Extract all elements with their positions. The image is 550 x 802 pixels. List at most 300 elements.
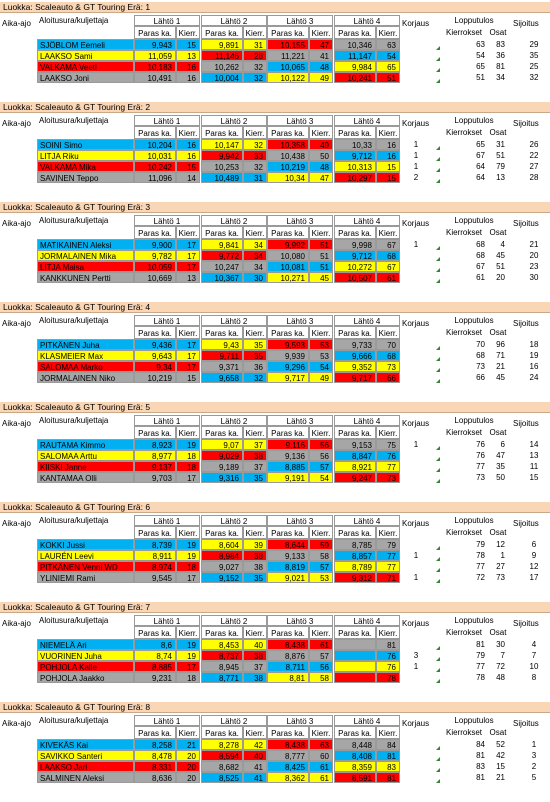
correction-header: Korjaus — [402, 719, 430, 728]
best-lap-time: 11,096 — [134, 172, 176, 183]
placement-value: 25 — [529, 62, 539, 71]
sections-value: 36 — [496, 51, 505, 60]
placement-header: Sijoitus — [513, 19, 539, 28]
total-laps-value: 79 — [476, 651, 485, 660]
total-laps-value: 68 — [476, 351, 485, 360]
correction-value — [402, 772, 430, 783]
lap-count: 17 — [176, 239, 200, 250]
sections-header: Osat — [489, 428, 507, 437]
total-laps-value: 66 — [476, 373, 485, 382]
sections-value: 42 — [496, 751, 505, 760]
lap-count: 79 — [376, 539, 400, 550]
aika-ajo-label: Aika-ajo — [2, 419, 31, 428]
best-lap-header: Paras ka. — [334, 326, 376, 339]
lap-count: 63 — [309, 739, 333, 750]
lap-count: 32 — [243, 72, 267, 83]
best-lap-time: 10,059 — [134, 261, 176, 272]
best-lap-time: 10,122 — [267, 72, 309, 83]
driver-name: SAVINEN Teppo — [37, 172, 134, 183]
best-lap-header: Paras ka. — [201, 126, 243, 139]
lap-count: 77 — [376, 561, 400, 572]
heat-start-header: Lähtö 1 — [134, 15, 200, 26]
placement-value: 29 — [529, 40, 539, 49]
lap-count: 41 — [309, 50, 333, 61]
total-laps-value: 73 — [476, 362, 485, 371]
driver-name: LITJA Maisa — [37, 261, 134, 272]
lap-count: 17 — [176, 339, 200, 350]
heat-start-header: Lähtö 3 — [267, 615, 333, 626]
driver-name: KLASMEIER Max — [37, 350, 134, 361]
laps-header: Kierr. — [243, 226, 267, 239]
best-lap-time: 11,221 — [267, 50, 309, 61]
lap-count: 34 — [243, 261, 267, 272]
best-lap-header: Paras ka. — [267, 426, 309, 439]
best-lap-time: 9,939 — [267, 350, 309, 361]
best-lap-header: Paras ka. — [334, 526, 376, 539]
best-lap-time: 9,029 — [201, 450, 243, 461]
correction-value — [402, 339, 430, 350]
placement-value: 13 — [529, 451, 539, 460]
best-lap-time: 9,841 — [201, 239, 243, 250]
sections-header: Osat — [489, 28, 507, 37]
total-laps-header: Kierrokset — [445, 628, 482, 637]
lap-count: 30 — [243, 272, 267, 283]
final-result-header: Lopputulos — [454, 316, 494, 325]
placement-value: 15 — [529, 473, 539, 482]
comment-marker-icon — [436, 279, 440, 283]
start-lane-driver-header: Aloitusura/kuljettaja — [39, 516, 109, 525]
best-lap-time: 8,984 — [201, 550, 243, 561]
final-result-header: Lopputulos — [454, 516, 494, 525]
best-lap-time: 8,594 — [201, 750, 243, 761]
best-lap-time: 9,152 — [201, 572, 243, 583]
sections-value: 15 — [496, 762, 505, 771]
aika-ajo-label: Aika-ajo — [2, 719, 31, 728]
best-lap-header: Paras ka. — [201, 326, 243, 339]
best-lap-time: 8,737 — [201, 650, 243, 661]
sections-value: 21 — [496, 362, 505, 371]
lap-count: 51 — [376, 72, 400, 83]
sections-value: 20 — [496, 273, 505, 282]
lap-count: 38 — [243, 650, 267, 661]
lap-count: 39 — [243, 539, 267, 550]
lap-count: 20 — [176, 750, 200, 761]
placement-value: 32 — [529, 73, 539, 82]
best-lap-time: 10,080 — [267, 250, 309, 261]
best-lap-time: 9,153 — [334, 439, 376, 450]
lap-count: 58 — [309, 550, 333, 561]
best-lap-time: 10,247 — [201, 261, 243, 272]
driver-name: SOINI Simo — [37, 139, 134, 150]
best-lap-header: Paras ka. — [201, 26, 243, 39]
lap-count: 16 — [176, 72, 200, 83]
best-lap-time: 8,81 — [267, 672, 309, 683]
heat-start-header: Lähtö 3 — [267, 315, 333, 326]
driver-name: YLINIEMI Rami — [37, 572, 134, 583]
heat-start-header: Lähtö 1 — [134, 615, 200, 626]
final-result-header: Lopputulos — [454, 16, 494, 25]
total-laps-value: 77 — [476, 562, 485, 571]
best-lap-header: Paras ka. — [134, 326, 176, 339]
sections-value: 96 — [496, 340, 505, 349]
lap-count: 48 — [309, 161, 333, 172]
driver-name: VALKAMA Mika — [37, 161, 134, 172]
best-lap-header: Paras ka. — [134, 226, 176, 239]
best-lap-time: 9,189 — [201, 461, 243, 472]
total-laps-value: 73 — [476, 473, 485, 482]
laps-header: Kierr. — [376, 26, 400, 39]
total-laps-header: Kierrokset — [445, 428, 482, 437]
lap-count: 40 — [243, 639, 267, 650]
sections-value: 79 — [496, 162, 505, 171]
lap-count: 54 — [309, 472, 333, 483]
best-lap-time: 9,782 — [134, 250, 176, 261]
correction-value: 1 — [413, 573, 419, 582]
best-lap-time: 10,204 — [134, 139, 176, 150]
heat-start-header: Lähtö 3 — [267, 515, 333, 526]
correction-value: 1 — [413, 662, 419, 671]
driver-name: KANTAMAA Olli — [37, 472, 134, 483]
best-lap-time: 10,262 — [201, 61, 243, 72]
aika-ajo-label: Aika-ajo — [2, 319, 31, 328]
best-lap-time: 10,313 — [334, 161, 376, 172]
correction-header: Korjaus — [402, 419, 430, 428]
best-lap-time — [334, 661, 376, 672]
correction-value — [402, 539, 430, 550]
lap-count: 56 — [309, 439, 333, 450]
sections-value: 21 — [496, 773, 505, 782]
best-lap-time: 8,644 — [267, 539, 309, 550]
heat-title: Luokka: Scaleauto & GT Touring Erä: 8 — [0, 702, 550, 713]
sections-value: 52 — [496, 740, 505, 749]
best-lap-time: 9,772 — [201, 250, 243, 261]
best-lap-time: 8,739 — [134, 539, 176, 550]
sections-value: 1 — [500, 551, 505, 560]
lap-count: 61 — [309, 772, 333, 783]
best-lap-time: 8,636 — [134, 772, 176, 783]
total-laps-value: 54 — [476, 51, 485, 60]
total-laps-value: 78 — [476, 551, 485, 560]
best-lap-time: 10,155 — [267, 39, 309, 50]
lap-count: 16 — [176, 150, 200, 161]
placement-value: 18 — [529, 340, 539, 349]
best-lap-time: 10,438 — [267, 150, 309, 161]
heat-start-header: Lähtö 1 — [134, 515, 200, 526]
total-laps-value: 76 — [476, 451, 485, 460]
placement-value: 3 — [531, 751, 537, 760]
best-lap-time: 9,717 — [334, 372, 376, 383]
laps-header: Kierr. — [376, 426, 400, 439]
lap-count: 84 — [376, 739, 400, 750]
total-laps-value: 64 — [476, 173, 485, 182]
placement-value: 5 — [531, 773, 537, 782]
best-lap-time: 8,408 — [334, 750, 376, 761]
laps-header: Kierr. — [243, 626, 267, 639]
lap-count: 16 — [176, 61, 200, 72]
lap-count: 54 — [376, 50, 400, 61]
aika-ajo-label: Aika-ajo — [2, 119, 31, 128]
best-lap-time: 8,819 — [267, 561, 309, 572]
heat-start-header: Lähtö 2 — [201, 215, 267, 226]
lap-count: 19 — [176, 650, 200, 661]
best-lap-time: 10,147 — [201, 139, 243, 150]
correction-value: 1 — [413, 140, 419, 149]
correction-header: Korjaus — [402, 119, 430, 128]
lap-count: 38 — [243, 550, 267, 561]
lap-count: 77 — [376, 461, 400, 472]
sections-value: 4 — [500, 240, 505, 249]
lap-count: 61 — [309, 639, 333, 650]
best-lap-time: 9,296 — [267, 361, 309, 372]
heat-block — [0, 402, 550, 502]
best-lap-time: 9,942 — [201, 150, 243, 161]
best-lap-time: 8,911 — [134, 550, 176, 561]
laps-header: Kierr. — [176, 326, 200, 339]
lap-count: 51 — [309, 239, 333, 250]
best-lap-time: 8,711 — [267, 661, 309, 672]
lap-count: 78 — [376, 672, 400, 683]
driver-name: LITJA Riku — [37, 150, 134, 161]
laps-header: Kierr. — [243, 726, 267, 739]
heat-title: Luokka: Scaleauto & GT Touring Erä: 6 — [0, 502, 550, 513]
driver-name: LAAKSO Joni — [37, 72, 134, 83]
total-laps-value: 81 — [476, 751, 485, 760]
correction-value — [402, 450, 430, 461]
best-lap-time: 8,604 — [201, 539, 243, 550]
best-lap-time: 8,977 — [134, 450, 176, 461]
lap-count: 17 — [176, 350, 200, 361]
best-lap-time: 9,666 — [334, 350, 376, 361]
comment-marker-icon — [436, 679, 440, 683]
best-lap-header: Paras ka. — [134, 126, 176, 139]
sections-value: 71 — [496, 351, 505, 360]
laps-header: Kierr. — [309, 426, 333, 439]
sections-header: Osat — [489, 128, 507, 137]
lap-count: 35 — [243, 350, 267, 361]
lap-count: 18 — [176, 672, 200, 683]
driver-name: RAUTAMA Kimmo — [37, 439, 134, 450]
lap-count: 35 — [243, 572, 267, 583]
laps-header: Kierr. — [376, 626, 400, 639]
lap-count: 40 — [243, 750, 267, 761]
best-lap-time: 8,591 — [334, 772, 376, 783]
laps-header: Kierr. — [243, 526, 267, 539]
lap-count: 49 — [309, 139, 333, 150]
lap-count: 42 — [243, 739, 267, 750]
heat-block — [0, 702, 550, 802]
best-lap-header: Paras ka. — [201, 526, 243, 539]
sections-value: 47 — [496, 451, 505, 460]
best-lap-time: 10,489 — [201, 172, 243, 183]
sections-value: 31 — [496, 140, 505, 149]
start-lane-driver-header: Aloitusura/kuljettaja — [39, 16, 109, 25]
lap-count: 15 — [376, 161, 400, 172]
lap-count: 17 — [176, 261, 200, 272]
lap-count: 31 — [243, 172, 267, 183]
sections-value: 72 — [496, 662, 505, 671]
lap-count: 48 — [309, 61, 333, 72]
lap-count: 38 — [243, 561, 267, 572]
placement-value: 6 — [531, 540, 537, 549]
sections-value: 48 — [496, 673, 505, 682]
best-lap-time: 8,945 — [201, 661, 243, 672]
sections-value: 73 — [496, 573, 505, 582]
sections-value: 27 — [496, 562, 505, 571]
best-lap-time: 8,362 — [267, 772, 309, 783]
laps-header: Kierr. — [309, 26, 333, 39]
total-laps-value: 78 — [476, 673, 485, 682]
placement-header: Sijoitus — [513, 419, 539, 428]
driver-name: KIVEKÄS Kai — [37, 739, 134, 750]
heat-start-header: Lähtö 4 — [334, 415, 400, 426]
start-lane-driver-header: Aloitusura/kuljettaja — [39, 116, 109, 125]
best-lap-time: 9,191 — [267, 472, 309, 483]
start-lane-driver-header: Aloitusura/kuljettaja — [39, 316, 109, 325]
total-laps-value: 68 — [476, 251, 485, 260]
lap-count: 21 — [176, 739, 200, 750]
aika-ajo-label: Aika-ajo — [2, 519, 31, 528]
total-laps-value: 68 — [476, 240, 485, 249]
laps-header: Kierr. — [309, 226, 333, 239]
total-laps-header: Kierrokset — [445, 28, 482, 37]
laps-header: Kierr. — [309, 326, 333, 339]
best-lap-header: Paras ka. — [267, 326, 309, 339]
driver-name: PITKÄNEN Venni WD — [37, 561, 134, 572]
correction-value: 1 — [413, 151, 419, 160]
lap-count: 66 — [376, 372, 400, 383]
placement-value: 20 — [529, 251, 539, 260]
best-lap-time: 10,358 — [267, 139, 309, 150]
aika-ajo-label: Aika-ajo — [2, 19, 31, 28]
lap-count: 76 — [376, 661, 400, 672]
lap-count: 73 — [376, 472, 400, 483]
total-laps-value: 64 — [476, 162, 485, 171]
total-laps-value: 51 — [476, 73, 485, 82]
lap-count: 56 — [309, 450, 333, 461]
best-lap-header: Paras ka. — [267, 26, 309, 39]
aika-ajo-label: Aika-ajo — [2, 219, 31, 228]
correction-value — [402, 350, 430, 361]
placement-value: 1 — [531, 740, 537, 749]
placement-value: 4 — [531, 640, 537, 649]
correction-value — [402, 272, 430, 283]
best-lap-time: 10,241 — [334, 72, 376, 83]
best-lap-time: 9,312 — [334, 572, 376, 583]
driver-name: JORMALAINEN Niko — [37, 372, 134, 383]
best-lap-time: 10,219 — [267, 161, 309, 172]
driver-name: SALOMAA Arttu — [37, 450, 134, 461]
driver-name: SAVIKKO Santeri — [37, 750, 134, 761]
best-lap-time: 9,352 — [334, 361, 376, 372]
lap-count: 15 — [176, 39, 200, 50]
lap-count: 34 — [243, 239, 267, 250]
driver-name: MATIKAINEN Aleksi — [37, 239, 134, 250]
best-lap-time: 10,183 — [134, 61, 176, 72]
best-lap-time: 9,371 — [201, 361, 243, 372]
best-lap-time: 9,07 — [201, 439, 243, 450]
driver-name: KOKKI Jussi — [37, 539, 134, 550]
lap-count: 49 — [309, 372, 333, 383]
best-lap-time: 9,643 — [134, 350, 176, 361]
laps-header: Kierr. — [309, 626, 333, 639]
correction-value — [402, 750, 430, 761]
driver-name: KANKKUNEN Pertti — [37, 272, 134, 283]
best-lap-time: 10,081 — [267, 261, 309, 272]
driver-name: LAURÉN Leevi — [37, 550, 134, 561]
placement-value: 19 — [529, 351, 539, 360]
start-lane-driver-header: Aloitusura/kuljettaja — [39, 716, 109, 725]
correction-value — [402, 461, 430, 472]
lap-count: 68 — [376, 350, 400, 361]
best-lap-time: 9,900 — [134, 239, 176, 250]
start-lane-driver-header: Aloitusura/kuljettaja — [39, 416, 109, 425]
sections-header: Osat — [489, 528, 507, 537]
placement-value: 26 — [529, 140, 539, 149]
lap-count: 81 — [376, 772, 400, 783]
lap-count: 76 — [376, 650, 400, 661]
best-lap-time: 10,272 — [334, 261, 376, 272]
heat-start-header: Lähtö 4 — [334, 515, 400, 526]
lap-count: 61 — [309, 761, 333, 772]
sections-value: 34 — [496, 73, 505, 82]
lap-count: 19 — [176, 550, 200, 561]
best-lap-time: 9,021 — [267, 572, 309, 583]
best-lap-time: 9,137 — [134, 461, 176, 472]
driver-name: SALMINEN Aleksi — [37, 772, 134, 783]
correction-value — [402, 761, 430, 772]
best-lap-time: 11,147 — [334, 50, 376, 61]
heat-start-header: Lähtö 2 — [201, 715, 267, 726]
lap-count: 13 — [176, 50, 200, 61]
total-laps-value: 67 — [476, 151, 485, 160]
lap-count: 35 — [243, 472, 267, 483]
sections-value: 50 — [496, 473, 505, 482]
best-lap-time: 8,876 — [267, 650, 309, 661]
best-lap-time: 9,247 — [334, 472, 376, 483]
laps-header: Kierr. — [176, 126, 200, 139]
lap-count: 17 — [176, 361, 200, 372]
best-lap-time: 9,998 — [334, 239, 376, 250]
best-lap-time: 9,545 — [134, 572, 176, 583]
placement-value: 14 — [529, 440, 539, 449]
laps-header: Kierr. — [309, 726, 333, 739]
best-lap-time: 8,6 — [134, 639, 176, 650]
laps-header: Kierr. — [376, 126, 400, 139]
total-laps-value: 76 — [476, 440, 485, 449]
sections-value: 7 — [500, 651, 505, 660]
lap-count: 15 — [376, 172, 400, 183]
total-laps-value: 70 — [476, 340, 485, 349]
sections-value: 81 — [496, 62, 505, 71]
placement-header: Sijoitus — [513, 519, 539, 528]
lap-count: 37 — [243, 461, 267, 472]
lap-count: 32 — [243, 61, 267, 72]
placement-value: 30 — [529, 273, 539, 282]
lap-count: 31 — [243, 39, 267, 50]
final-result-header: Lopputulos — [454, 716, 494, 725]
driver-name: JORMALAINEN Mika — [37, 250, 134, 261]
best-lap-header: Paras ka. — [334, 726, 376, 739]
best-lap-time: 9,316 — [201, 472, 243, 483]
placement-value: 2 — [531, 762, 537, 771]
lap-count: 51 — [309, 261, 333, 272]
placement-value: 28 — [529, 173, 539, 182]
laps-header: Kierr. — [176, 726, 200, 739]
best-lap-time: 8,359 — [334, 761, 376, 772]
lap-count: 16 — [376, 139, 400, 150]
heat-block — [0, 202, 550, 302]
heat-start-header: Lähtö 4 — [334, 715, 400, 726]
